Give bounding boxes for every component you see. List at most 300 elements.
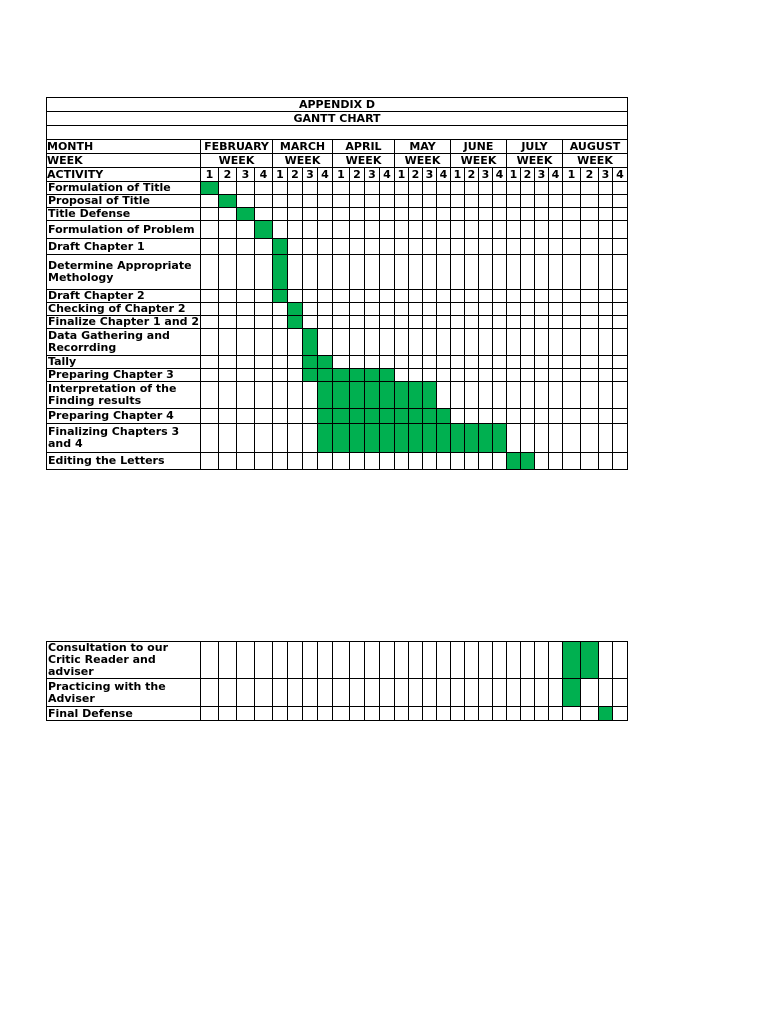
gantt-cell [599,290,613,303]
gantt-cell [613,356,628,369]
gantt-cell [549,195,563,208]
gantt-bar-cell [395,424,409,453]
gantt-cell [237,316,255,329]
gantt-bar-cell [365,382,380,409]
gantt-cell [409,221,423,239]
gantt-cell [437,182,451,195]
gantt-cell [465,208,479,221]
week-number: 4 [613,168,628,182]
gantt-cell [395,356,409,369]
gantt-cell [479,195,493,208]
gantt-cell [465,316,479,329]
gantt-cell [423,642,437,679]
activity-name: Checking of Chapter 2 [47,303,201,316]
gantt-cell [201,329,219,356]
gantt-cell [535,453,549,470]
gantt-cell [201,409,219,424]
gantt-cell [521,290,535,303]
week-header: WEEK [395,154,451,168]
gantt-bar-cell [465,424,479,453]
gantt-bar-cell [333,409,350,424]
week-number: 1 [273,168,288,182]
gantt-cell [333,195,350,208]
gantt-cell [288,195,303,208]
activity-label: ACTIVITY [47,168,201,182]
gantt-cell [507,329,521,356]
gantt-cell [521,255,535,290]
gantt-bar-cell [599,707,613,721]
gantt-cell [333,453,350,470]
gantt-cell [507,369,521,382]
gantt-cell [219,329,237,356]
gantt-cell [507,409,521,424]
gantt-cell [563,208,581,221]
gantt-bar-cell [318,409,333,424]
gantt-cell [599,382,613,409]
gantt-cell [613,195,628,208]
gantt-cell [613,316,628,329]
month-header: FEBRUARY [201,140,273,154]
gantt-cell [581,221,599,239]
gantt-cell [465,356,479,369]
gantt-cell [409,255,423,290]
gantt-cell [380,329,395,356]
week-header: WEEK [451,154,507,168]
gantt-cell [303,182,318,195]
gantt-cell [613,329,628,356]
month-header: AUGUST [563,140,628,154]
gantt-cell [437,329,451,356]
gantt-cell [479,316,493,329]
gantt-cell [437,303,451,316]
gantt-cell [563,239,581,255]
gantt-cell [350,316,365,329]
gantt-cell [549,182,563,195]
gantt-cell [273,356,288,369]
gantt-cell [563,424,581,453]
gantt-cell [318,208,333,221]
gantt-cell [303,453,318,470]
week-number: 4 [255,168,273,182]
gantt-cell [255,290,273,303]
gantt-cell [303,409,318,424]
gantt-cell [521,316,535,329]
gantt-bar-cell [288,316,303,329]
gantt-cell [581,316,599,329]
gantt-cell [507,642,521,679]
gantt-cell [581,707,599,721]
gantt-cell [479,182,493,195]
week-number: 3 [237,168,255,182]
activity-row [47,316,628,329]
gantt-cell [237,329,255,356]
gantt-cell [599,356,613,369]
gantt-cell [599,195,613,208]
gantt-cell [507,255,521,290]
gantt-cell [479,290,493,303]
gantt-cell [451,329,465,356]
week-number: 1 [507,168,521,182]
gantt-cell [535,195,549,208]
gantt-cell [409,303,423,316]
gantt-cell [380,316,395,329]
gantt-cell [549,221,563,239]
gantt-cell [237,424,255,453]
gantt-cell [333,221,350,239]
gantt-cell [288,239,303,255]
activity-name: Consultation to our Critic Reader and adviser [47,642,201,679]
gantt-cell [288,369,303,382]
gantt-cell [581,290,599,303]
gantt-cell [303,707,318,721]
month-header: APRIL [333,140,395,154]
gantt-cell [237,290,255,303]
week-number: 4 [380,168,395,182]
week-number: 2 [581,168,599,182]
gantt-cell [409,208,423,221]
gantt-bar-cell [350,424,365,453]
gantt-cell [563,255,581,290]
gantt-cell [549,239,563,255]
gantt-cell [318,707,333,721]
gantt-cell [201,208,219,221]
gantt-cell [365,221,380,239]
week-header: WEEK [333,154,395,168]
gantt-cell [288,453,303,470]
gantt-cell [493,642,507,679]
gantt-cell [507,424,521,453]
gantt-cell [599,316,613,329]
gantt-bar-cell [409,382,423,409]
activity-row [47,255,628,290]
gantt-cell [535,369,549,382]
gantt-cell [549,424,563,453]
gantt-cell [201,356,219,369]
gantt-cell [479,303,493,316]
activity-name: Finalize Chapter 1 and 2 [48,315,200,328]
gantt-cell [303,208,318,221]
activity-row [47,679,628,707]
gantt-cell [493,316,507,329]
gantt-cell [535,679,549,707]
gantt-cell [219,707,237,721]
gantt-cell [549,356,563,369]
activity-name: Tally [47,356,201,369]
gantt-cell [237,255,255,290]
gantt-cell [493,208,507,221]
gantt-cell [563,195,581,208]
gantt-cell [219,255,237,290]
gantt-table-continued [46,641,628,721]
gantt-cell [273,679,288,707]
gantt-cell [201,369,219,382]
gantt-cell [437,382,451,409]
gantt-cell [303,303,318,316]
gantt-cell [493,382,507,409]
gantt-cell [479,707,493,721]
gantt-cell [201,642,219,679]
activity-name: Proposal of Title [47,195,201,208]
week-number: 2 [350,168,365,182]
week-number: 3 [599,168,613,182]
gantt-cell [365,303,380,316]
gantt-cell [380,239,395,255]
gantt-cell [599,424,613,453]
gantt-cell [451,316,465,329]
gantt-cell [237,409,255,424]
gantt-cell [493,221,507,239]
gantt-cell [333,182,350,195]
gantt-cell [493,290,507,303]
gantt-cell [333,208,350,221]
gantt-cell [521,221,535,239]
activity-name: Practicing with the Adviser [47,679,201,707]
gantt-cell [507,382,521,409]
gantt-cell [465,679,479,707]
gantt-cell [535,409,549,424]
gantt-cell [581,356,599,369]
gantt-cell [563,707,581,721]
week-label: WEEK [47,154,201,168]
gantt-cell [563,316,581,329]
gantt-cell [613,255,628,290]
gantt-cell [437,195,451,208]
gantt-cell [380,707,395,721]
gantt-cell [365,679,380,707]
activity-name: Formulation of Problem [47,221,201,239]
gantt-cell [423,303,437,316]
gantt-cell [333,707,350,721]
gantt-cell [365,356,380,369]
activity-row [47,424,628,453]
gantt-cell [288,409,303,424]
gantt-cell [303,255,318,290]
gantt-cell [350,453,365,470]
gantt-cell [599,329,613,356]
gantt-cell [333,316,350,329]
gantt-cell [465,195,479,208]
gantt-cell [288,329,303,356]
gantt-cell [303,642,318,679]
week-header: WEEK [563,154,628,168]
activity-row [47,382,628,409]
gantt-cell [581,679,599,707]
gantt-cell [549,679,563,707]
gantt-bar-cell [507,453,521,470]
gantt-bar-cell [365,424,380,453]
gantt-cell [581,329,599,356]
gantt-bar-cell [423,382,437,409]
gantt-cell [581,182,599,195]
gantt-cell [581,303,599,316]
gantt-bar-cell [437,409,451,424]
gantt-cell [493,329,507,356]
gantt-bar-cell [237,208,255,221]
gantt-cell [437,642,451,679]
gantt-cell [493,239,507,255]
gantt-cell [479,356,493,369]
gantt-cell [465,239,479,255]
gantt-cell [303,424,318,453]
gantt-cell [535,290,549,303]
gantt-cell [333,239,350,255]
gantt-cell [535,424,549,453]
week-number: 2 [409,168,423,182]
gantt-cell [201,290,219,303]
gantt-cell [288,707,303,721]
gantt-cell [409,329,423,356]
gantt-cell [318,316,333,329]
week-header: WEEK [273,154,333,168]
gantt-cell [409,239,423,255]
gantt-cell [613,182,628,195]
week-number: 1 [333,168,350,182]
gantt-bar-cell [493,424,507,453]
gantt-cell [451,369,465,382]
gantt-cell [380,290,395,303]
gantt-cell [237,642,255,679]
gantt-cell [423,707,437,721]
gantt-bar-cell [303,369,318,382]
gantt-cell [423,255,437,290]
gantt-cell [437,208,451,221]
activity-row [47,642,628,679]
gantt-cell [288,221,303,239]
gantt-cell [549,707,563,721]
gantt-cell [507,290,521,303]
gantt-cell [255,255,273,290]
gantt-cell [465,642,479,679]
gantt-cell [219,409,237,424]
gantt-cell [423,356,437,369]
gantt-cell [451,221,465,239]
gantt-cell [333,679,350,707]
gantt-cell [613,642,628,679]
week-number: 1 [395,168,409,182]
gantt-cell [365,208,380,221]
gantt-cell [563,221,581,239]
gantt-cell [581,369,599,382]
gantt-cell [451,679,465,707]
gantt-cell [409,182,423,195]
gantt-cell [535,208,549,221]
gantt-bar-cell [318,382,333,409]
gantt-cell [493,707,507,721]
month-header: MAY [395,140,451,154]
gantt-cell [409,316,423,329]
gantt-cell [255,369,273,382]
gantt-cell [507,239,521,255]
gantt-cell [395,290,409,303]
week-number: 2 [521,168,535,182]
gantt-cell [549,303,563,316]
gantt-cell [237,182,255,195]
gantt-cell [395,303,409,316]
gantt-cell [395,642,409,679]
gantt-cell [423,239,437,255]
activity-name: Final Defense [47,707,201,721]
week-number: 3 [479,168,493,182]
gantt-cell [237,303,255,316]
gantt-cell [201,453,219,470]
gantt-cell [255,424,273,453]
gantt-cell [380,182,395,195]
activity-name: Data Gathering and Recorrding [47,329,201,356]
gantt-cell [563,382,581,409]
blank-row [47,126,628,140]
gantt-cell [599,369,613,382]
gantt-cell [288,255,303,290]
gantt-cell [521,239,535,255]
gantt-cell [479,239,493,255]
gantt-cell [255,303,273,316]
activity-name: Finalizing Chapters 3 and 4 [47,424,201,453]
gantt-cell [451,290,465,303]
gantt-bar-cell [273,239,288,255]
gantt-bar-cell [273,290,288,303]
gantt-cell [395,679,409,707]
gantt-bar-cell [318,424,333,453]
gantt-cell [201,239,219,255]
gantt-cell [479,642,493,679]
gantt-cell [273,369,288,382]
gantt-cell [219,642,237,679]
gantt-cell [535,356,549,369]
gantt-cell [273,316,288,329]
gantt-cell [365,329,380,356]
gantt-cell [201,195,219,208]
week-number: 4 [549,168,563,182]
gantt-cell [613,303,628,316]
activity-row [47,329,628,356]
gantt-cell [507,707,521,721]
gantt-cell [303,239,318,255]
gantt-bar-cell [395,382,409,409]
gantt-cell [451,382,465,409]
gantt-cell [549,409,563,424]
gantt-cell [237,382,255,409]
gantt-cell [219,208,237,221]
gantt-bar-cell [451,424,465,453]
gantt-cell [201,382,219,409]
week-header: WEEK [201,154,273,168]
gantt-table [46,97,628,470]
gantt-cell [409,195,423,208]
gantt-cell [333,303,350,316]
gantt-cell [563,453,581,470]
week-header: WEEK [507,154,563,168]
gantt-cell [563,329,581,356]
gantt-cell [507,303,521,316]
gantt-cell [350,239,365,255]
activity-row [47,208,628,221]
gantt-cell [273,642,288,679]
gantt-cell [273,195,288,208]
gantt-cell [237,453,255,470]
gantt-cell [479,255,493,290]
gantt-cell [581,382,599,409]
gantt-cell [535,382,549,409]
gantt-cell [303,290,318,303]
gantt-cell [613,239,628,255]
gantt-cell [333,356,350,369]
gantt-cell [465,382,479,409]
gantt-cell [237,369,255,382]
gantt-cell [365,239,380,255]
gantt-cell [219,239,237,255]
gantt-cell [521,409,535,424]
gantt-cell [599,208,613,221]
